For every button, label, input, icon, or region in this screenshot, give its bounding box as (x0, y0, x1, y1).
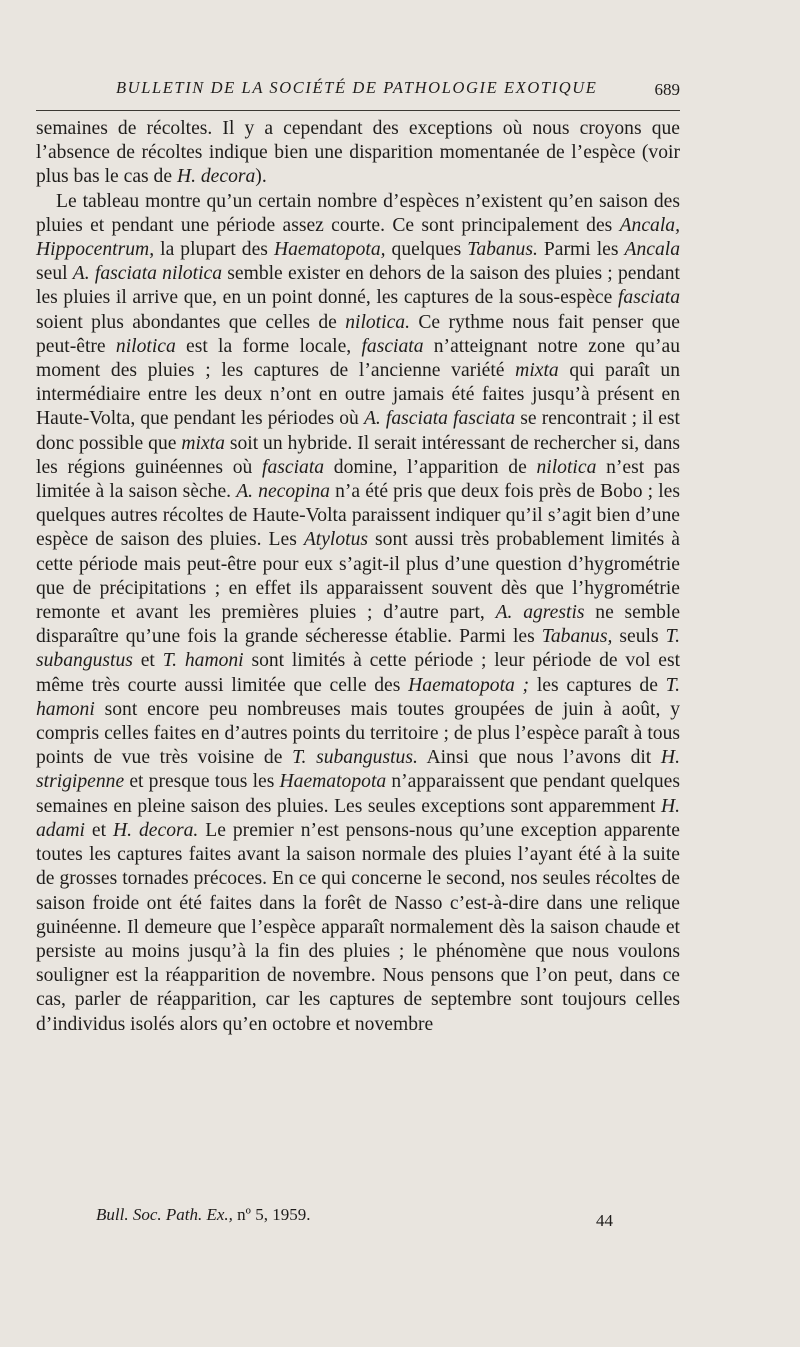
text-run: Ce rythme nous fait penser que peut-être (36, 311, 680, 357)
text-run: sont encore peu nombreuses mais toutes groupées de juin à août, y compris celles faites en d’autres points du territoire ; de plus l’espèce paraît à tous points de vue très voisine de (36, 698, 680, 769)
italic-run: Ancala, Hippocentrum, (36, 214, 680, 261)
italic-run: A. fasciata fasciata (363, 408, 516, 430)
italic-run: fasciata (262, 456, 325, 478)
journal-citation (96, 1205, 310, 1225)
text-run: seul (36, 263, 73, 285)
text-run: quelques (385, 239, 468, 261)
italic-run: H. adami (36, 795, 680, 841)
italic-run: nilotica. (345, 311, 410, 333)
page-header (36, 78, 680, 106)
text-run: seuls (612, 626, 666, 648)
italic-run: fasciata (361, 335, 424, 357)
italic-run: H. decora. (113, 819, 199, 841)
text-run: les captures de (529, 674, 666, 696)
text-run: semaines de récoltes. Il y a cependant des exceptions où nous croyons que l’absence de récoltes indique bien une disparition momentanée de l’espèce (voir plus bas le cas de (36, 118, 680, 188)
italic-run: Haematopota ; (408, 674, 530, 696)
text-run: sont aussi très probablement limités à cette période mais peut-être pour eux s’agit-il plus d’une question d’hygrométrie que de précipitations ; en effet ils apparaissent souvent dès que l’hygrométrie remonte et avant les premières pluies ; d’autre part, (36, 529, 680, 624)
page-footer (36, 1205, 680, 1233)
text-run: soit un hybride. Il serait intéressant de rechercher si, dans les régions guinéennes où (36, 432, 680, 478)
signature-mark: 44 (596, 1211, 613, 1230)
italic-run: Tabanus. (467, 239, 538, 261)
italic-run: H. strigipenne (36, 747, 680, 793)
text-run: Parmi les (537, 239, 625, 261)
paragraph-2 (36, 190, 680, 1037)
text-run: Le tableau montre qu’un certain nombre d’espèces n’existent qu’en saison des pluies et pendant une période assez courte. Ce sont principalement des (36, 190, 680, 236)
text-run: ). (255, 166, 267, 188)
italic-run: fasciata (617, 287, 680, 309)
text-run: se rencontrait ; il est donc possible que (36, 408, 680, 454)
italic-run: T. subangustus. (292, 747, 418, 769)
text-run: Ainsi que nous l’avons dit (417, 747, 661, 769)
text-run: et presque tous les (124, 771, 280, 793)
italic-run: A. necopina (236, 481, 330, 503)
text-run: soient plus abondantes que celles de (36, 311, 346, 333)
citation-issue: nº 5, 1959. (232, 1205, 311, 1224)
text-run: n’a été pris que deux fois près de Bobo ; les quelques autres récoltes de Haute-Volta paraissent indiquer qu’il s’agit bien d’une espèce de saison des pluies. Les (36, 481, 680, 551)
text-run: semble exister en dehors de la saison des pluies ; pendant les pluies il arrive que, en un point donné, les captures de la sous-espèce (36, 263, 680, 309)
text-run: domine, l’apparition de (324, 456, 537, 478)
header-rule (36, 110, 680, 111)
page-number: 689 (654, 80, 680, 99)
running-title: BULLETIN DE LA SOCIÉTÉ DE PATHOLOGIE EXOTIQUE (116, 78, 598, 97)
italic-run: Atylotus (303, 529, 369, 551)
italic-run: nilotica (115, 335, 176, 357)
text-run: n’apparaissent que pendant quelques semaines en pleine saison des pluies. Les seules exceptions sont apparemment (36, 771, 680, 817)
text-run: Le premier n’est pensons-nous qu’une exception apparente toutes les captures faites avant la saison normale des pluies l’ayant été à la suite de grosses tornades précoces. En ce qui concerne le second, nos seules récoltes de saison froide ont été faites dans la forêt de Nasso c’est-à-dire dans une relique guinéenne. Il demeure que l’espèce apparaît normalement dès la saison chaude et persiste au moins jusqu’à la fin des pluies ; le phénomène que nous voulons souligner est la réapparition de novembre. Nous pensons que l’on peut, dans ce cas, parler de réapparition, car les captures de septembre sont toujours celles d’individus isolés alors qu’en octobre et novembre (36, 819, 680, 1035)
citation-journal: Bull. Soc. Path. Ex., (96, 1205, 233, 1224)
italic-run: mixta (515, 360, 559, 382)
italic-run: mixta (181, 432, 225, 454)
italic-run: Haematopota (279, 771, 387, 793)
italic-run: H. decora (176, 166, 256, 188)
italic-run: Ancala (624, 239, 680, 261)
italic-run: A. fasciata nilotica (72, 263, 223, 285)
text-run: sont limités à cette période ; leur période de vol est même très courte aussi limitée que celle des (36, 650, 681, 696)
text-run: n’est pas limitée à la saison sèche. (36, 456, 680, 503)
italic-run: T. hamoni (162, 650, 244, 672)
body-text (36, 117, 680, 1037)
italic-run: Tabanus, (541, 626, 613, 648)
text-run: et (132, 650, 163, 672)
italic-run: T. subangustus (36, 626, 681, 672)
text-run: et (84, 819, 114, 841)
paragraph-1 (36, 117, 680, 190)
text-run: est la forme locale, (175, 335, 362, 357)
italic-run: A. agrestis (495, 602, 585, 624)
italic-run: T. hamoni (36, 674, 680, 720)
italic-run: Haematopota, (273, 239, 386, 261)
text-run: n’atteignant notre zone qu’au moment des pluies ; les captures de l’ancienne variété (36, 335, 680, 382)
text-run: qui paraît un intermédiaire entre les deux n’ont en outre jamais été faites jusqu’à présent en Haute-Volta, que pendant les périodes où (36, 360, 680, 430)
italic-run: nilotica (536, 456, 597, 478)
text-run: ne semble disparaître qu’une fois la grande sécheresse établie. Parmi les (36, 602, 681, 648)
text-run: la plupart des (154, 239, 274, 261)
